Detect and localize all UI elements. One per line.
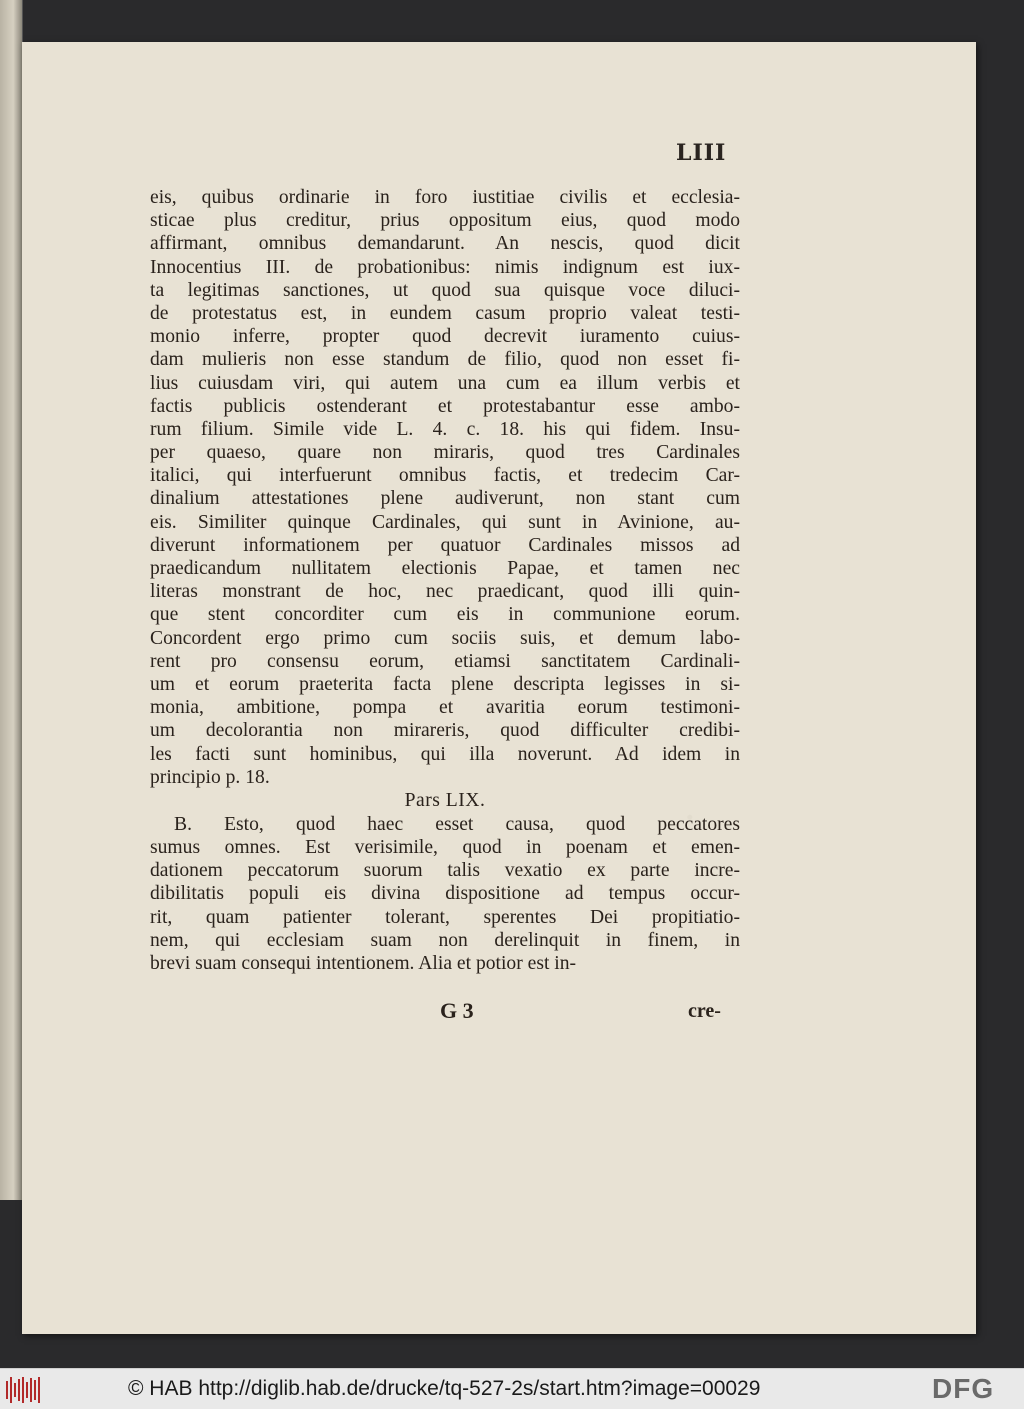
section-heading: Pars LIX. xyxy=(404,789,486,811)
text-line: dibilitatis populi eis divina dispositione ad tempus occur- xyxy=(150,883,740,905)
text-line: rum filium. Simile vide L. 4. c. 18. his qui fidem. Insu- xyxy=(150,418,740,440)
text-line: lius cuiusdam viri, qui autem una cum ea illum verbis et xyxy=(150,372,740,394)
text-line: les facti sunt hominibus, qui illa noverunt. Ad idem in xyxy=(150,743,740,765)
text-line: sumus omnes. Est verisimile, quod in poenam et emen- xyxy=(150,837,740,859)
text-line: affirmant, omnibus demandarunt. An nescis, quod dicit xyxy=(150,233,740,255)
text-line: literas monstrant de hoc, nec praedicant, quod illi quin- xyxy=(150,581,740,603)
text-line: principio p. 18. xyxy=(150,766,270,788)
text-line: diverunt informationem per quatuor Cardinales missos ad xyxy=(150,534,740,556)
paragraph-1 xyxy=(150,186,740,789)
text-line: per quaeso, quare non miraris, quod tres Cardinales xyxy=(150,442,740,464)
text-line: praedicandum nullitatem electionis Papae, et tamen nec xyxy=(150,558,740,579)
text-line: monia, ambitione, pompa et avaritia eorum testimoni- xyxy=(150,697,740,719)
text-line: italici, qui interfuerunt omnibus factis, et tredecim Car- xyxy=(150,465,740,487)
text-line: um et eorum praeterita facta plene descripta legisses in si- xyxy=(150,673,740,695)
text-line: um decolorantia non mirareris, quod difficulter credibi- xyxy=(150,720,740,742)
page-number: LIII xyxy=(676,140,727,166)
paragraph-2 xyxy=(150,813,740,975)
catchword: cre- xyxy=(688,1000,721,1022)
text-line: dinalium attestationes plene audiverunt, non stant cum xyxy=(150,488,740,510)
text-line: eis, quibus ordinarie in foro iustitiae civilis et ecclesia- xyxy=(150,187,740,208)
text-line: dationem peccatorum suorum talis vexatio ex parte incre- xyxy=(150,860,740,882)
text-line: de protestatus est, in eundem casum proprio valeat testi- xyxy=(150,302,740,324)
text-line: Innocentius III. de probationibus: nimis indignum est iux- xyxy=(150,256,740,278)
text-line: dam mulieris non esse standum de filio, quod non esset fi- xyxy=(150,349,740,371)
text-line: ta legitimas sanctiones, ut quod sua quisque voce diluci- xyxy=(150,279,740,301)
viewer-footer-bar xyxy=(0,1368,1024,1409)
text-line: monio inferre, propter quod decrevit iuramento cuius- xyxy=(150,326,740,348)
text-line: eis. Similiter quinque Cardinales, qui sunt in Avinione, au- xyxy=(150,511,740,533)
text-line: que stent concorditer cum eis in communione eorum. xyxy=(150,604,740,626)
text-line: Concordent ergo primo cum sociis suis, et demum labo- xyxy=(150,627,740,649)
previous-page-edge xyxy=(0,0,23,1200)
text-line: B. Esto, quod haec esset causa, quod peccatores xyxy=(174,813,740,835)
dfg-logo: DFG xyxy=(932,1373,995,1404)
text-line: factis publicis ostenderant et protestabantur esse ambo- xyxy=(150,395,740,417)
page-body xyxy=(150,186,740,975)
text-line: brevi suam consequi intentionem. Alia et potior est in- xyxy=(150,953,577,974)
copyright-link[interactable]: © HAB http://diglib.hab.de/drucke/tq-527-2s/start.htm?image=00029 xyxy=(128,1377,761,1400)
text-line: sticae plus creditur, prius oppositum eius, quod modo xyxy=(150,210,740,232)
text-line: nem, qui ecclesiam suam non derelinquit in finem, in xyxy=(150,929,740,951)
signature-mark: G 3 xyxy=(440,998,474,1023)
text-line: rent pro consensu eorum, etiamsi sanctitatem Cardinali- xyxy=(150,650,740,672)
hab-logo-icon xyxy=(6,1377,42,1403)
text-line: rit, quam patienter tolerant, sperentes Dei propitiatio- xyxy=(150,906,740,928)
